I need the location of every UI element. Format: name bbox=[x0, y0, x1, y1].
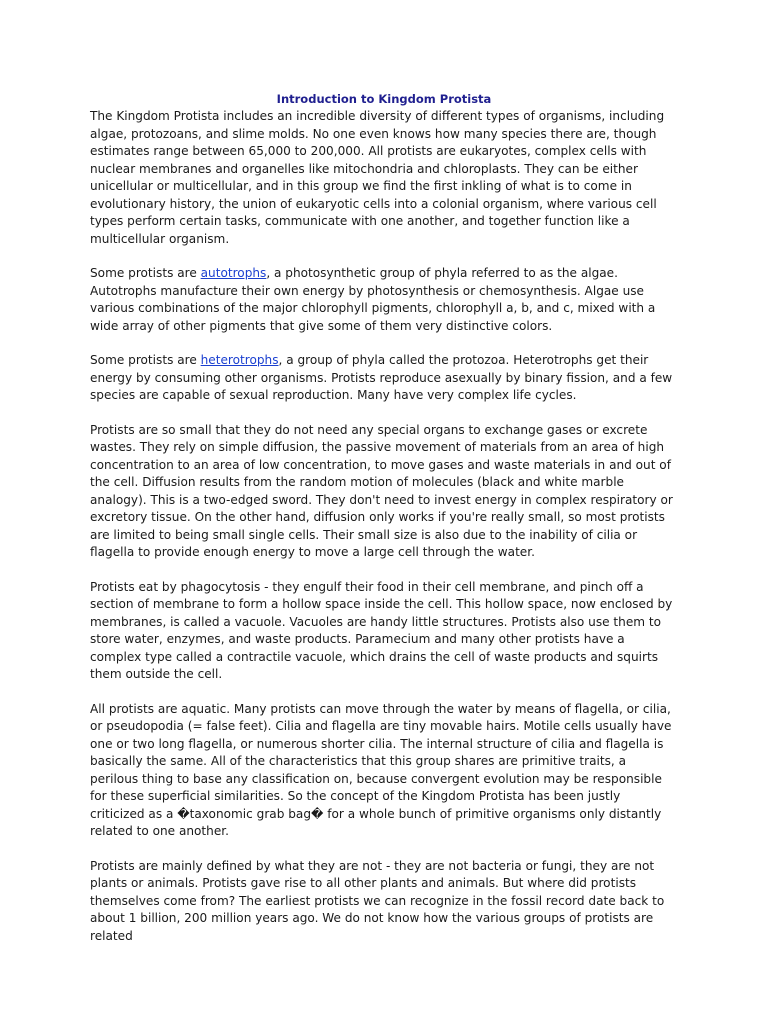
paragraph-intro: The Kingdom Protista includes an incredible diversity of different types of organisms, including algae, protozoans, and slime molds. No one even knows how many species there are, though estimates range between 65,000 to 200,000. All protists are eukaryotes, complex cells with nuclear membranes and organelles like mitochondria and chloroplasts. They can be either unicellular or multicellular, and in this group we find the first inkling of what is to come in evolutionary history, the union of eukaryotic cells into a colonial organism, where various cell types perform certain tasks, communicate with one another, and together function like a multicellular organism. bbox=[90, 109, 665, 246]
paragraph-definition: Protists are mainly defined by what they are not - they are not bacteria or fungi, they are not plants or animals. Protists gave rise to all other plants and animals. But where did protists themselves come from? The earliest protists we can recognize in the fossil record date back to about 1 billion, 200 million years ago. We do not know how the various groups of protists are related bbox=[90, 858, 665, 943]
paragraph-text: Some protists are bbox=[90, 353, 201, 367]
document-title: Introduction to Kingdom Protista bbox=[276, 92, 492, 106]
paragraph-heterotrophs bbox=[90, 352, 678, 405]
heterotrophs-link[interactable]: heterotrophs bbox=[200, 353, 279, 367]
paragraph-autotrophs bbox=[90, 265, 678, 335]
document-page bbox=[90, 90, 678, 962]
paragraph-text: , a group of phyla called the protozoa. Heterotrophs get their energy by consuming other organisms. Protists reproduce asexually by binary fission, and a few species are capable of sexual reproduction. Many have very complex life cycles. bbox=[90, 353, 673, 402]
paragraph-phagocytosis: Protists eat by phagocytosis - they engulf their food in their cell membrane, and pinch off a section of membrane to form a hollow space inside the cell. This hollow space, now enclosed by membranes, is called a vacuole. Vacuoles are handy little structures. Protists also use them to store water, enzymes, and waste products. Paramecium and many other protists have a complex type called a contractile vacuole, which drains the cell of waste products and squirts them outside the cell. bbox=[90, 579, 673, 681]
paragraph-aquatic: All protists are aquatic. Many protists can move through the water by means of flagella, or cilia, or pseudopodia (= false feet). Cilia and flagella are tiny movable hairs. Motile cells usually have one or two long flagella, or numerous shorter cilia. The internal structure of cilia and flagella is basically the same. All of the characteristics that this group shares are primitive traits, a perilous thing to base any classification on, because convergent evolution may be responsible for these superficial similarities. So the concept of the Kingdom Protista has been justly criticized as a �taxonomic grab bag� for a whole bunch of primitive organisms only distantly related to one another. bbox=[90, 701, 672, 838]
paragraph-text: Some protists are bbox=[90, 266, 201, 280]
paragraph-text: , a photosynthetic group of phyla referred to as the algae. Autotrophs manufacture their own energy by photosynthesis or chemosynthesis. Algae use various combinations of the major chlorophyll pigments, chlorophyll a, b, and c, mixed with a wide array of other pigments that give some of them very distinctive colors. bbox=[90, 266, 656, 333]
autotrophs-link[interactable]: autotrophs bbox=[200, 266, 267, 280]
paragraph-diffusion: Protists are so small that they do not need any special organs to exchange gases or excrete wastes. They rely on simple diffusion, the passive movement of materials from an area of high concentration to an area of low concentration, to move gases and waste materials in and out of the cell. Diffusion results from the random motion of molecules (black and white marble analogy). This is a two-edged sword. They don't need to invest energy in complex respiratory or excretory tissue. On the other hand, diffusion only works if you're really small, so most protists are limited to being small single cells. Their small size is also due to the inability of cilia or flagella to provide enough energy to move a large cell through the water. bbox=[90, 422, 673, 559]
